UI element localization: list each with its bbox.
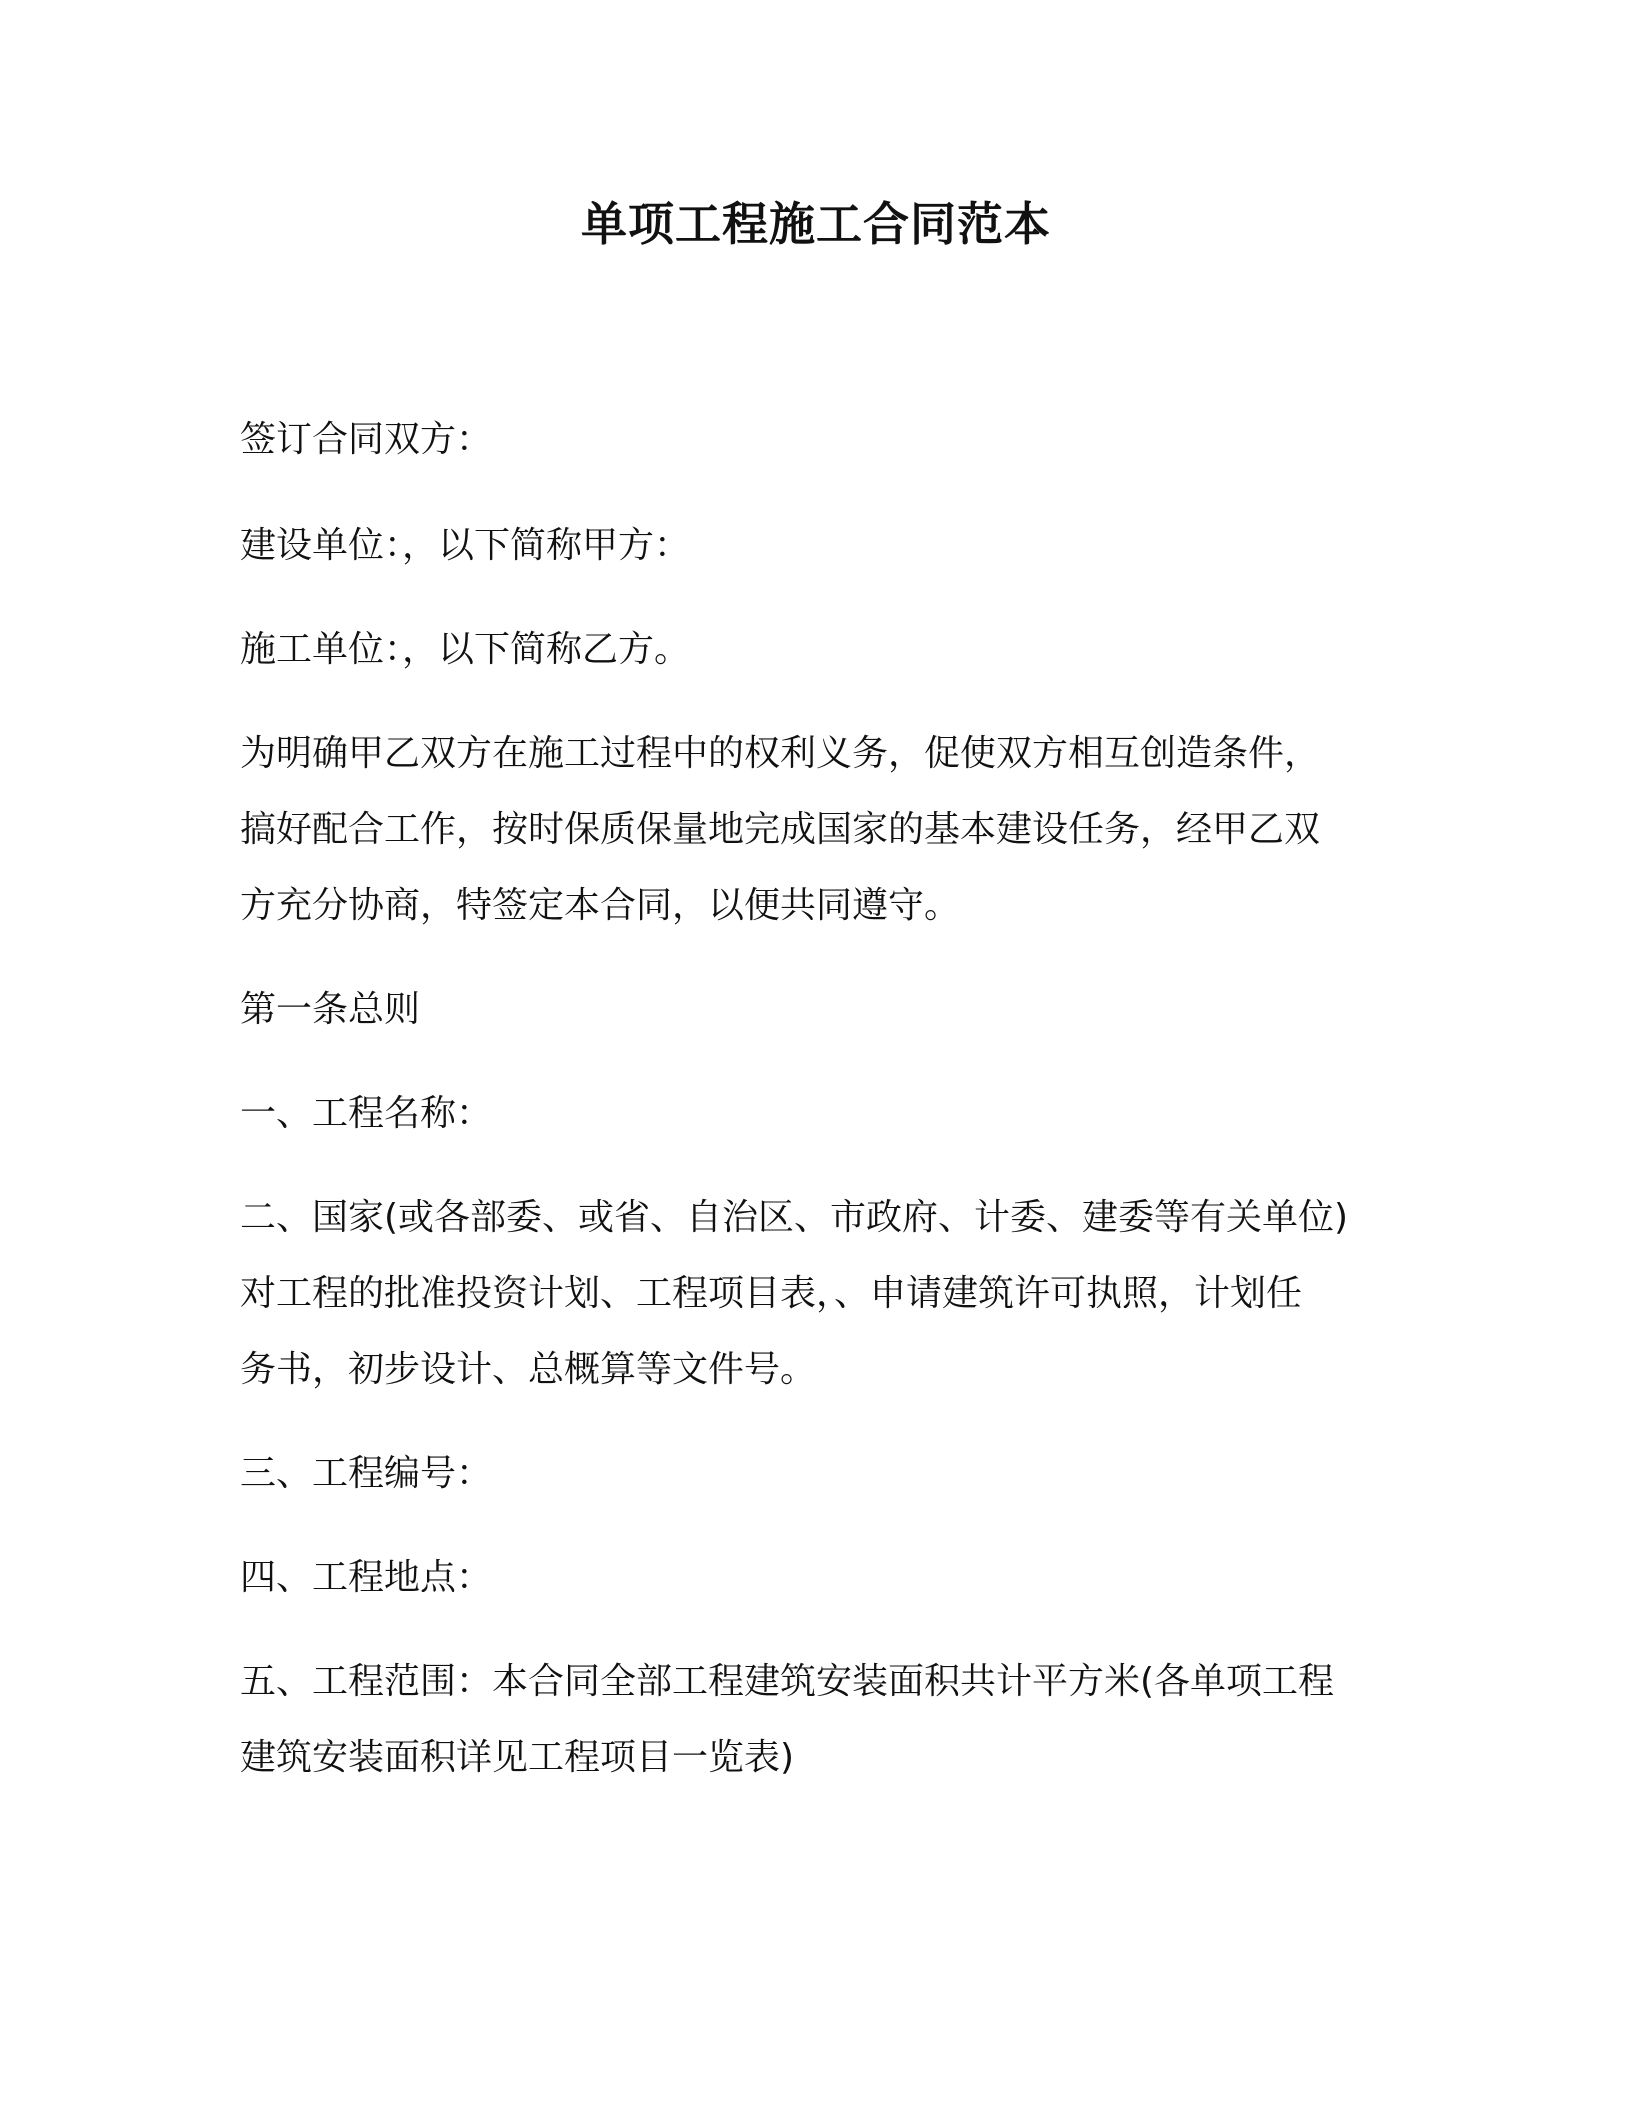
text-line: 务书，初步设计、总概算等文件号。 — [240, 1349, 817, 1390]
text-line: 建设单位：，以下简称甲方： — [240, 525, 691, 566]
text-line: 三、工程编号： — [240, 1453, 493, 1494]
item-project-name — [240, 1076, 1420, 1152]
item-approval-documents — [240, 1180, 1420, 1408]
paragraph-contract-parties — [240, 402, 1420, 478]
item-project-scope — [240, 1644, 1420, 1796]
text-line: 方充分协商，特签定本合同，以便共同遵守。 — [240, 885, 961, 926]
item-project-location — [240, 1540, 1420, 1616]
text-line: 二、国家(或各部委、或省、自治区、市政府、计委、建委等有关单位) — [240, 1197, 1349, 1238]
text-line: 签订合同双方： — [240, 419, 493, 460]
text-line: 搞好配合工作，按时保质保量地完成国家的基本建设任务，经甲乙双 — [240, 809, 1321, 850]
text-line: 对工程的批准投资计划、工程项目表，、申请建筑许可执照，计划任 — [240, 1273, 1303, 1314]
text-line: 施工单位：，以下简称乙方。 — [240, 629, 691, 670]
text-line: 第一条总则 — [240, 989, 421, 1030]
text-line: 为明确甲乙双方在施工过程中的权利义务，促使双方相互创造条件， — [240, 733, 1321, 774]
text-line: 建筑安装面积详见工程项目一览表) — [240, 1737, 795, 1778]
paragraph-party-a — [240, 508, 1420, 584]
paragraph-party-b — [240, 612, 1420, 688]
section-heading-general — [240, 972, 1420, 1048]
text-line: 一、工程名称： — [240, 1093, 493, 1134]
item-project-number — [240, 1436, 1420, 1512]
paragraph-preamble — [240, 716, 1420, 944]
document-title: 单项工程施工合同范本 — [581, 197, 1051, 251]
text-line: 五、工程范围：本合同全部工程建筑安装面积共计平方米(各单项工程 — [240, 1661, 1335, 1702]
text-line: 四、工程地点： — [240, 1557, 493, 1598]
